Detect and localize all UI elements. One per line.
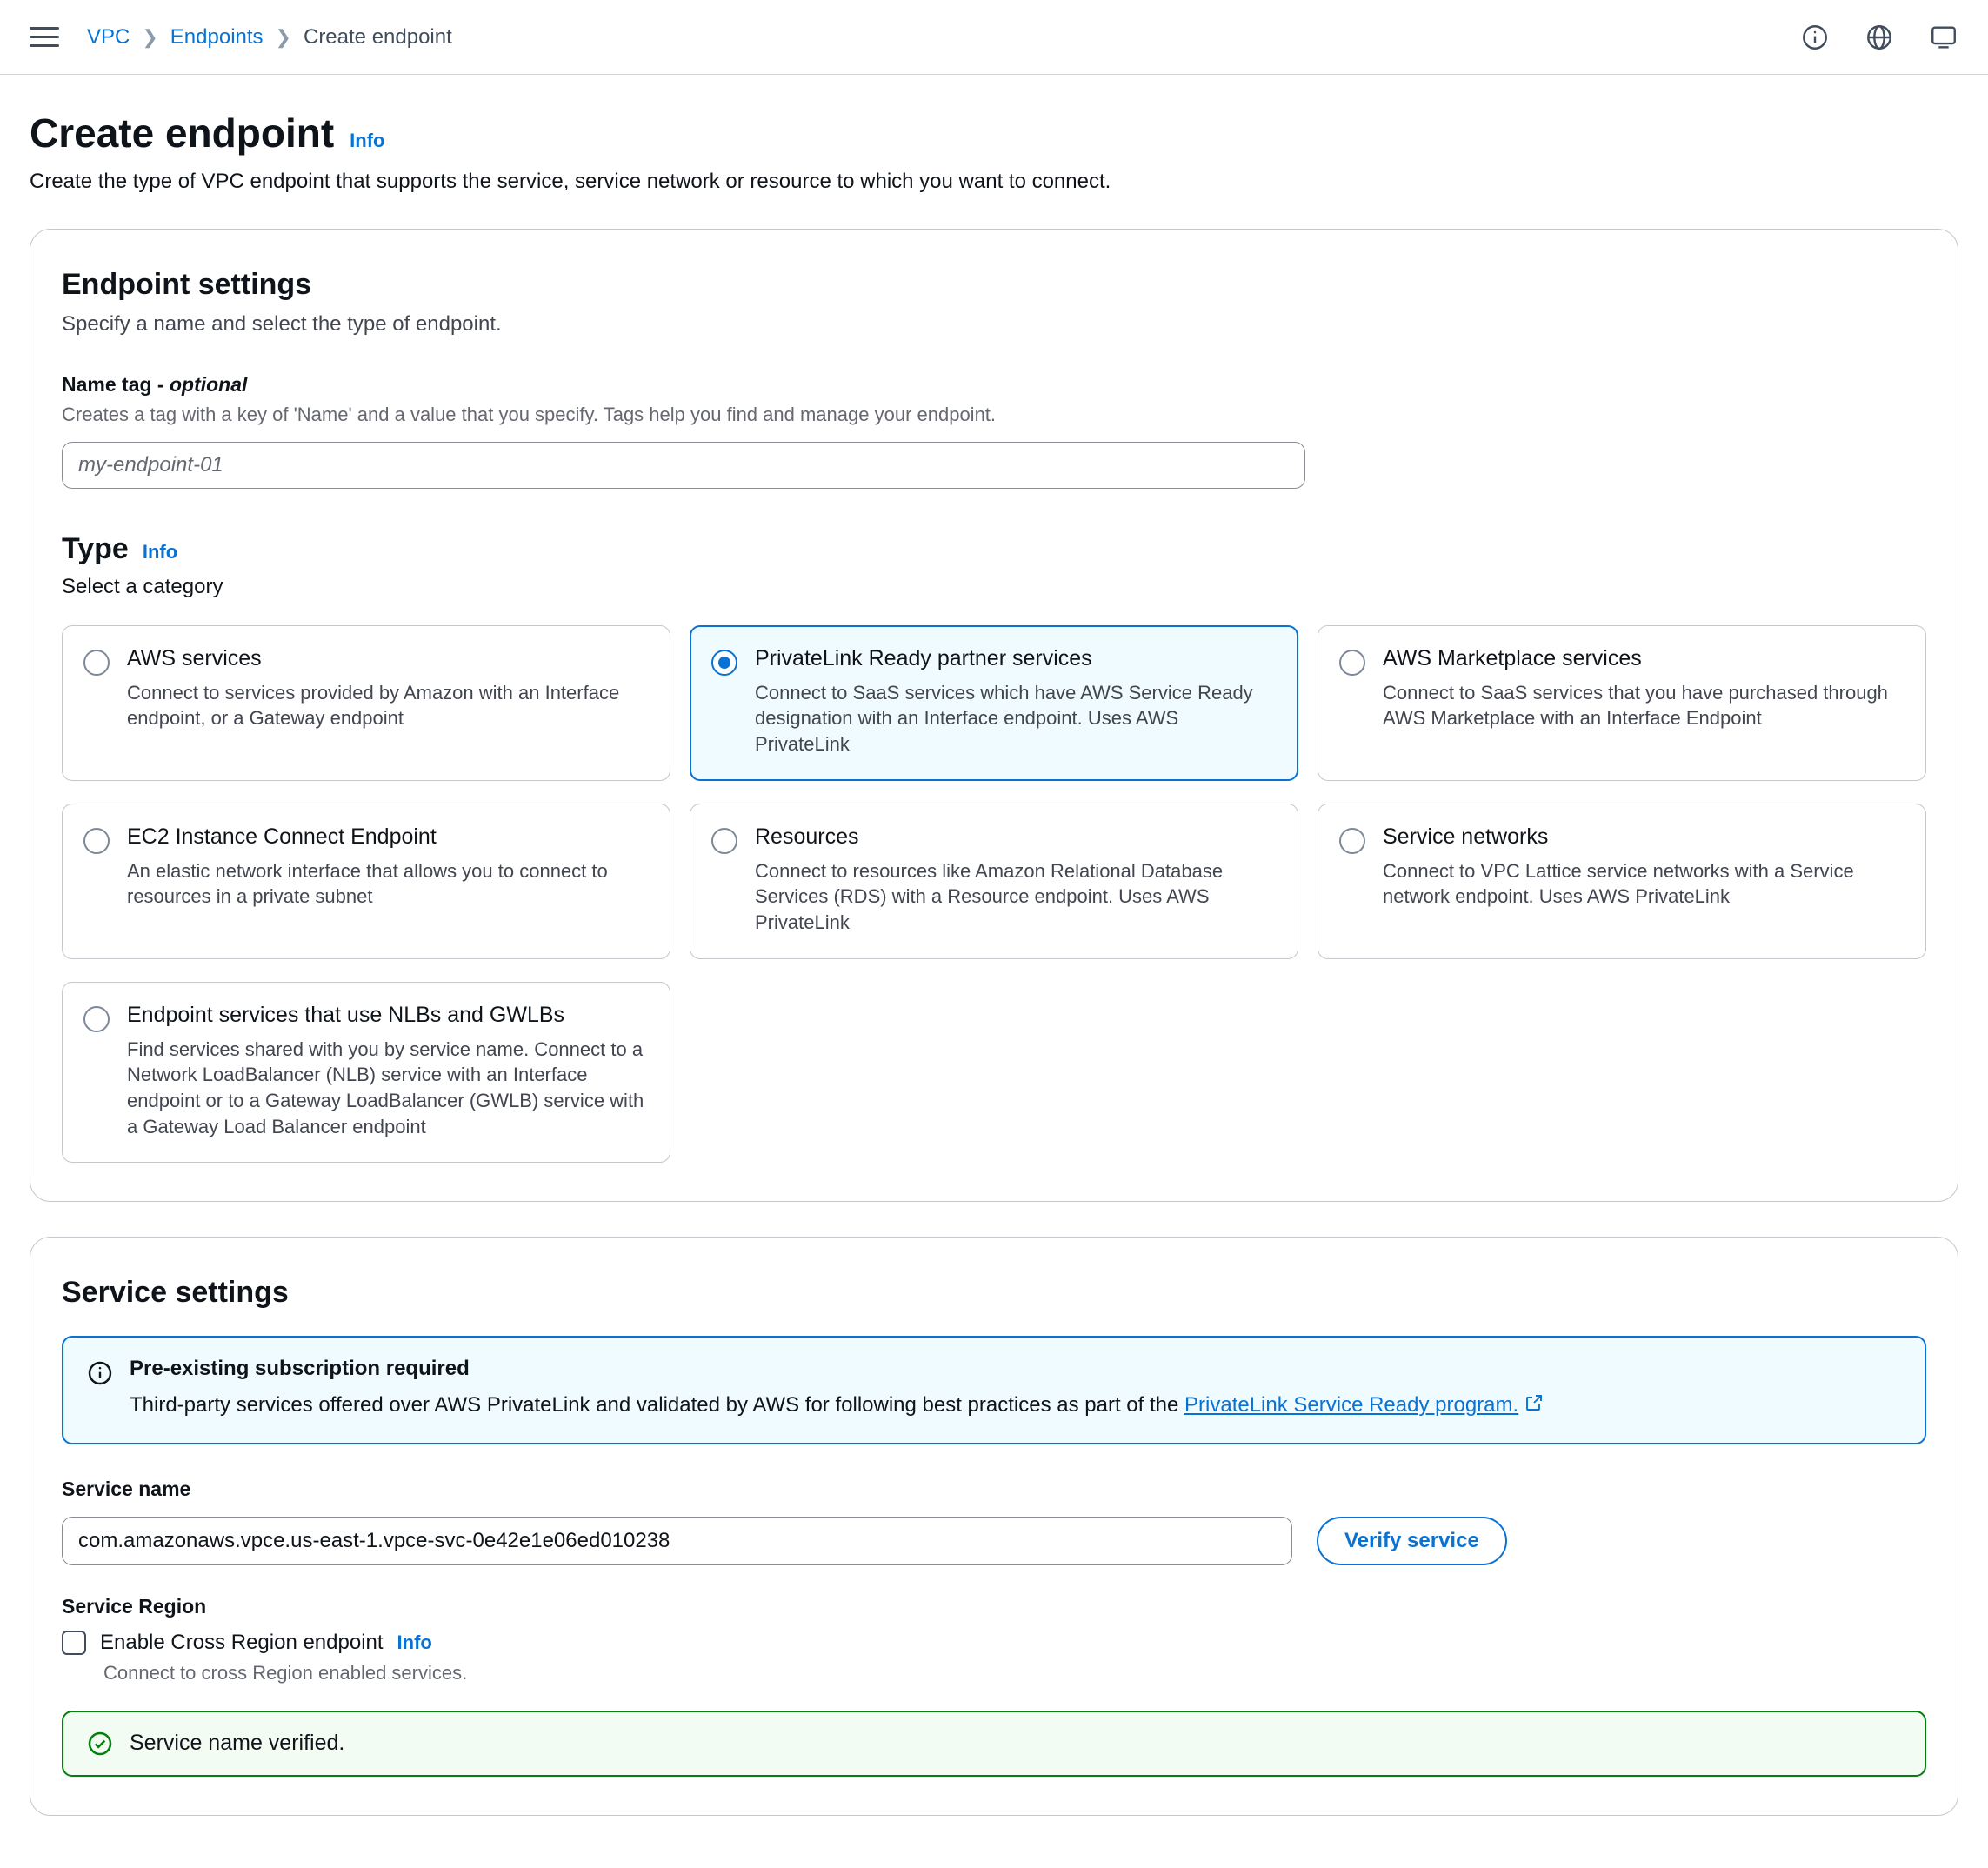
service-settings-card bbox=[30, 1237, 1958, 1815]
hamburger-bar bbox=[30, 27, 59, 30]
subscription-required-alert bbox=[62, 1336, 1926, 1444]
radio-icon-selected[interactable] bbox=[711, 650, 737, 676]
endpoint-settings-title: Endpoint settings bbox=[62, 267, 312, 301]
type-option-aws-marketplace-services[interactable] bbox=[1318, 625, 1926, 781]
verify-service-button[interactable]: Verify service bbox=[1317, 1517, 1507, 1565]
page-header bbox=[30, 111, 1958, 156]
radio-icon[interactable] bbox=[83, 650, 110, 676]
type-option-description: Connect to resources like Amazon Relational Database Services (RDS) with a Resource endpoint. Uses AWS PrivateLink bbox=[755, 859, 1224, 934]
page-description: Create the type of VPC endpoint that supports the service, service network or resource to which you want to connect. bbox=[30, 169, 1111, 193]
chevron-right-icon: ❯ bbox=[142, 25, 158, 48]
service-name-label: Service name bbox=[62, 1477, 191, 1500]
name-tag-optional-text: optional bbox=[169, 372, 248, 396]
type-option-title: Resources bbox=[755, 824, 859, 849]
type-option-aws-services[interactable] bbox=[62, 625, 670, 781]
service-verified-alert bbox=[62, 1711, 1926, 1777]
info-circle-icon[interactable] bbox=[1800, 23, 1830, 52]
type-option-description: Connect to SaaS services that you have purchased through AWS Marketplace with an Interface Endpoint bbox=[1383, 681, 1888, 730]
type-option-resources[interactable] bbox=[690, 804, 1298, 959]
breadcrumb bbox=[87, 25, 452, 50]
external-link-icon[interactable] bbox=[1524, 1392, 1544, 1413]
top-bar-actions bbox=[1800, 23, 1958, 52]
privatelink-service-ready-program-link[interactable]: PrivateLink Service Ready program. bbox=[1184, 1393, 1519, 1418]
type-option-title: AWS services bbox=[127, 645, 262, 670]
radio-icon[interactable] bbox=[1339, 828, 1365, 854]
info-circle-icon bbox=[86, 1359, 114, 1387]
type-heading: Type bbox=[62, 531, 129, 565]
type-option-description: Connect to VPC Lattice service networks with a Service network endpoint. Uses AWS PrivateLink bbox=[1383, 859, 1854, 908]
type-option-service-networks[interactable] bbox=[1318, 804, 1926, 959]
endpoint-settings-description: Specify a name and select the type of endpoint. bbox=[62, 311, 502, 336]
enable-cross-region-checkbox[interactable] bbox=[62, 1631, 86, 1655]
type-option-ec2-instance-connect-endpoint[interactable] bbox=[62, 804, 670, 959]
top-navigation-bar bbox=[0, 0, 1988, 75]
type-heading-row bbox=[62, 532, 1926, 566]
page-info-link[interactable]: Info bbox=[350, 130, 385, 151]
alert-text-body: Third-party services offered over AWS PrivateLink and validated by AWS for following best practices as part of the bbox=[130, 1393, 1185, 1418]
type-option-title: Service networks bbox=[1383, 824, 1549, 849]
service-region-label: Service Region bbox=[62, 1594, 207, 1618]
type-subtitle: Select a category bbox=[62, 574, 223, 598]
type-option-title: EC2 Instance Connect Endpoint bbox=[127, 824, 437, 849]
hamburger-bar bbox=[30, 44, 59, 47]
hamburger-icon[interactable] bbox=[30, 20, 64, 55]
breadcrumb-item-current: Create endpoint bbox=[303, 24, 452, 49]
feedback-icon[interactable] bbox=[1929, 23, 1958, 52]
type-option-privatelink-ready-partner-services[interactable] bbox=[690, 625, 1298, 781]
radio-icon[interactable] bbox=[1339, 650, 1365, 676]
name-tag-label-text: Name tag - bbox=[62, 372, 170, 396]
service-name-input[interactable] bbox=[62, 1517, 1292, 1565]
radio-icon[interactable] bbox=[83, 828, 110, 854]
type-option-description: An elastic network interface that allows you to connect to resources in a private subnet bbox=[127, 859, 608, 908]
radio-icon[interactable] bbox=[83, 1006, 110, 1032]
enable-cross-region-label: Enable Cross Region endpoint bbox=[100, 1630, 384, 1654]
alert-text bbox=[130, 1391, 1544, 1419]
name-tag-label bbox=[62, 373, 1926, 397]
chevron-right-icon: ❯ bbox=[275, 25, 291, 48]
alert-title: Pre-existing subscription required bbox=[130, 1357, 470, 1381]
hamburger-bar bbox=[30, 36, 59, 38]
service-name-row bbox=[62, 1517, 1926, 1565]
endpoint-settings-card bbox=[30, 229, 1958, 1203]
radio-icon[interactable] bbox=[711, 828, 737, 854]
type-option-grid bbox=[62, 625, 1926, 1164]
type-option-title: PrivateLink Ready partner services bbox=[755, 645, 1092, 670]
service-verified-message: Service name verified. bbox=[130, 1731, 345, 1756]
cross-region-info-link[interactable]: Info bbox=[397, 1631, 432, 1653]
type-option-description: Connect to services provided by Amazon with an Interface endpoint, or a Gateway endpoint bbox=[127, 681, 620, 730]
page-title: Create endpoint bbox=[30, 110, 335, 156]
cross-region-hint: Connect to cross Region enabled services. bbox=[103, 1661, 468, 1684]
type-info-link[interactable]: Info bbox=[142, 540, 178, 563]
type-option-title: AWS Marketplace services bbox=[1383, 645, 1642, 670]
name-tag-input[interactable] bbox=[62, 442, 1305, 489]
service-settings-title: Service settings bbox=[62, 1276, 289, 1310]
breadcrumb-item-endpoints[interactable]: Endpoints bbox=[170, 24, 264, 49]
breadcrumb-item-vpc[interactable]: VPC bbox=[87, 24, 130, 49]
page-content bbox=[0, 75, 1988, 1868]
cross-region-checkbox-row bbox=[62, 1631, 1926, 1655]
type-option-endpoint-services-nlb-gwlb[interactable] bbox=[62, 982, 670, 1164]
name-tag-hint: Creates a tag with a key of 'Name' and a value that you specify. Tags help you find and manage your endpoint. bbox=[62, 403, 997, 425]
globe-icon[interactable] bbox=[1865, 23, 1894, 52]
type-option-description: Find services shared with you by service name. Connect to a Network LoadBalancer (NLB) service with an Interface endpoint or to a Gateway LoadBalancer (GWLB) service with a Gateway Load Balancer endpoint bbox=[127, 1037, 644, 1137]
check-circle-icon bbox=[86, 1730, 114, 1758]
type-option-description: Connect to SaaS services which have AWS Service Ready designation with an Interface endpoint. Uses AWS PrivateLink bbox=[755, 681, 1253, 755]
type-option-title: Endpoint services that use NLBs and GWLBs bbox=[127, 1002, 565, 1027]
